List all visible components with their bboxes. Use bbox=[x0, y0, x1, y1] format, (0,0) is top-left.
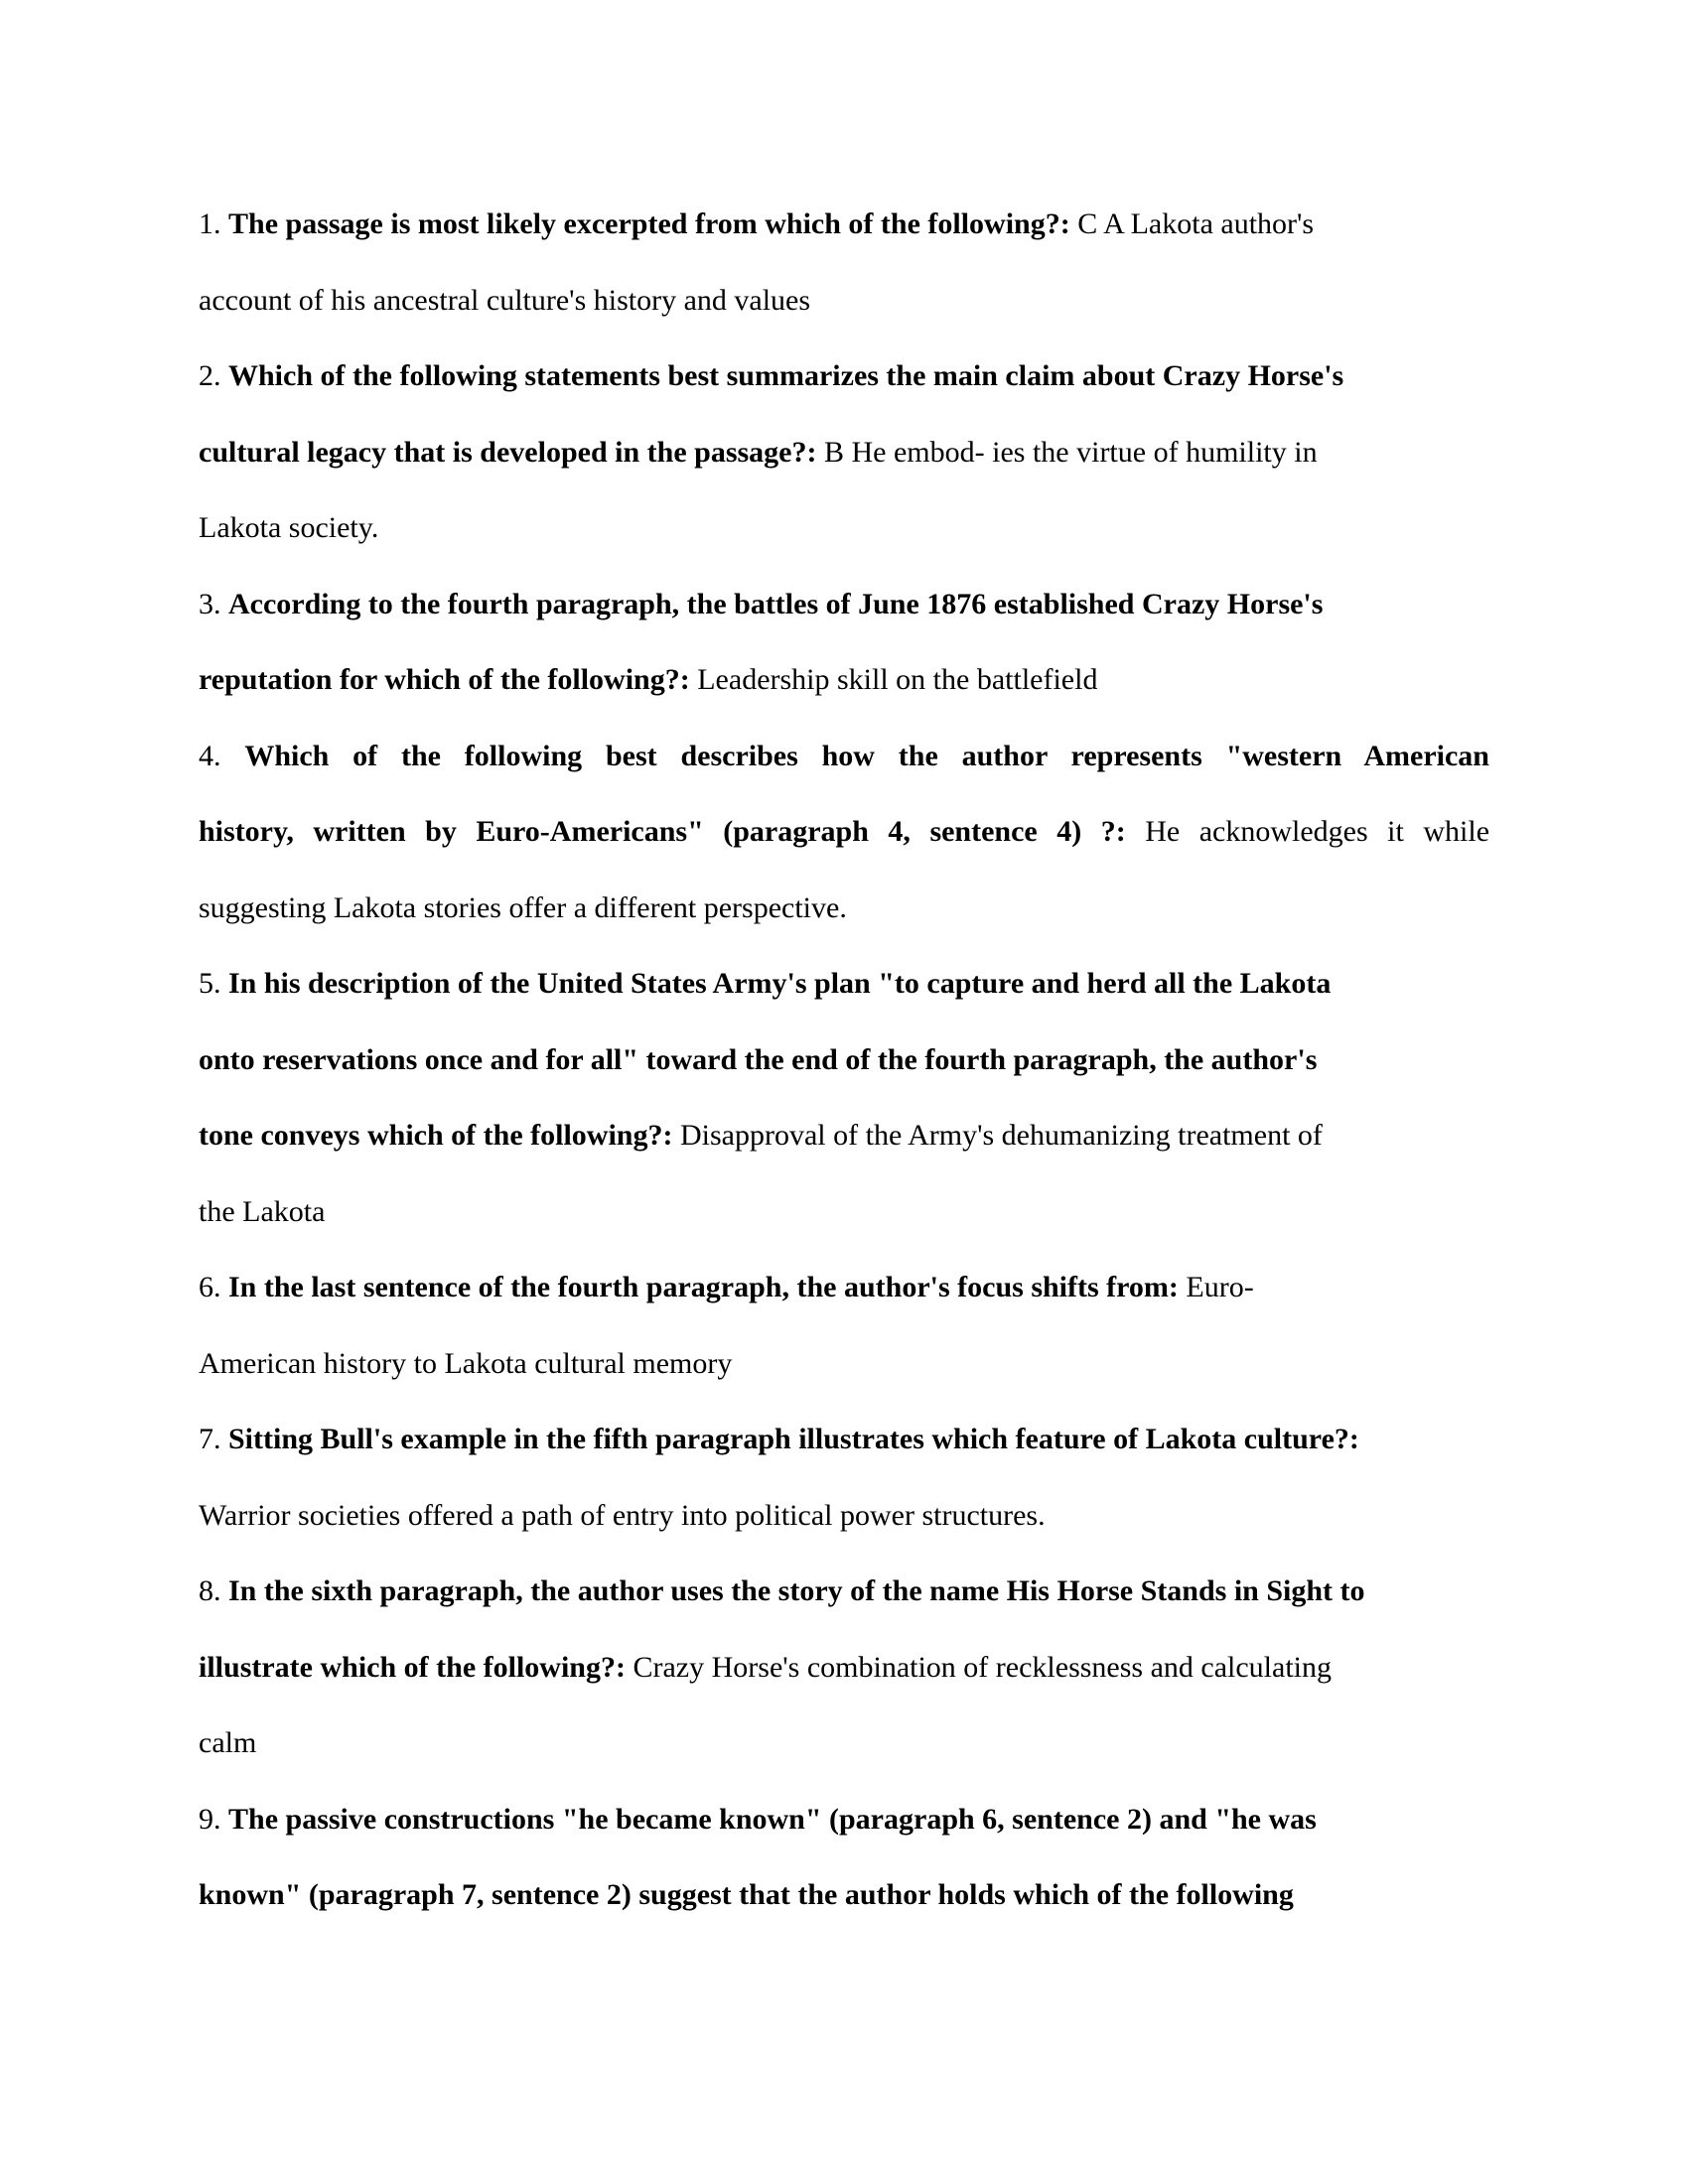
question-1-line-1 bbox=[199, 187, 1489, 263]
question-5-line-3 bbox=[199, 1098, 1489, 1174]
question-9-line-2 bbox=[199, 1857, 1489, 1934]
question-text: In the sixth paragraph, the author uses the story of the name His Horse Stands in Sight to bbox=[228, 1574, 1365, 1607]
question-1-line-2 bbox=[199, 263, 1489, 340]
question-text: reputation for which of the following?: bbox=[199, 663, 690, 696]
question-2-line-3 bbox=[199, 490, 1489, 567]
question-5-line-4 bbox=[199, 1174, 1489, 1251]
question-number: 7. bbox=[199, 1423, 221, 1455]
question-text: history, written by Euro-Americans" (paragraph 4, sentence 4) ?: bbox=[199, 815, 1126, 848]
question-number: 3. bbox=[199, 587, 221, 620]
question-9-line-1 bbox=[199, 1782, 1489, 1858]
question-text: onto reservations once and for all" toward the end of the fourth paragraph, the author's bbox=[199, 1042, 1318, 1076]
question-number: 5. bbox=[199, 967, 221, 1000]
question-text: Which of the following best describes how the author represents "western American bbox=[244, 739, 1489, 772]
question-7-line-2 bbox=[199, 1478, 1489, 1555]
question-8-line-3 bbox=[199, 1706, 1489, 1782]
question-text: Sitting Bull's example in the fifth paragraph illustrates which feature of Lakota culture?: bbox=[228, 1423, 1359, 1455]
answer-text: American history to Lakota cultural memory bbox=[199, 1346, 733, 1380]
question-5-line-2 bbox=[199, 1023, 1489, 1099]
question-text: tone conveys which of the following?: bbox=[199, 1119, 673, 1152]
question-4-line-1 bbox=[199, 719, 1489, 795]
answer-text: Crazy Horse's combination of recklessness and calculating bbox=[633, 1650, 1333, 1684]
answer-text: account of his ancestral culture's history and values bbox=[199, 283, 811, 317]
answer-text: B He embod- ies the virtue of humility in bbox=[824, 435, 1318, 469]
question-text: According to the fourth paragraph, the battles of June 1876 established Crazy Horse's bbox=[228, 587, 1324, 620]
question-8-line-1 bbox=[199, 1554, 1489, 1630]
answer-text: Disapproval of the Army's dehumanizing treatment of bbox=[679, 1119, 1323, 1152]
question-6-line-1 bbox=[199, 1250, 1489, 1326]
question-3-line-1 bbox=[199, 567, 1489, 643]
question-number: 4. bbox=[199, 739, 221, 772]
answer-text: suggesting Lakota stories offer a different perspective. bbox=[199, 890, 847, 924]
question-4-line-3 bbox=[199, 871, 1489, 947]
question-number: 6. bbox=[199, 1271, 221, 1303]
question-number: 8. bbox=[199, 1574, 221, 1607]
answer-text: the Lakota bbox=[199, 1194, 326, 1228]
answer-text: Euro- bbox=[1186, 1271, 1254, 1303]
question-text: In his description of the United States Army's plan "to capture and herd all the Lakota bbox=[228, 967, 1332, 1000]
question-text: known" (paragraph 7, sentence 2) suggest that the author holds which of the following bbox=[199, 1878, 1294, 1911]
question-text: illustrate which of the following?: bbox=[199, 1650, 626, 1684]
question-number: 2. bbox=[199, 359, 221, 392]
answer-text: Warrior societies offered a path of entry into political power structures. bbox=[199, 1498, 1046, 1532]
answer-text: calm bbox=[199, 1726, 257, 1759]
question-2-line-2 bbox=[199, 415, 1489, 491]
answer-text: Leadership skill on the battlefield bbox=[697, 663, 1098, 696]
question-number: 1. bbox=[199, 207, 221, 240]
answer-text: C A Lakota author's bbox=[1077, 207, 1315, 240]
question-number: 9. bbox=[199, 1802, 221, 1836]
question-7-line-1 bbox=[199, 1402, 1489, 1478]
question-8-line-2 bbox=[199, 1630, 1489, 1706]
question-6-line-2 bbox=[199, 1326, 1489, 1403]
question-text: cultural legacy that is developed in the passage?: bbox=[199, 435, 817, 469]
question-2-line-1 bbox=[199, 339, 1489, 415]
question-text: In the last sentence of the fourth paragraph, the author's focus shifts from: bbox=[228, 1271, 1179, 1303]
answer-text: Lakota society. bbox=[199, 511, 379, 544]
answer-text: He acknowledges it while bbox=[1145, 815, 1489, 848]
document-page bbox=[199, 187, 1489, 1934]
question-4-line-2 bbox=[199, 794, 1489, 871]
question-3-line-2 bbox=[199, 642, 1489, 719]
question-5-line-1 bbox=[199, 946, 1489, 1023]
question-text: The passive constructions "he became known" (paragraph 6, sentence 2) and "he was bbox=[228, 1802, 1317, 1836]
question-text: Which of the following statements best summarizes the main claim about Crazy Horse's bbox=[228, 359, 1344, 392]
question-text: The passage is most likely excerpted from which of the following?: bbox=[228, 207, 1070, 240]
